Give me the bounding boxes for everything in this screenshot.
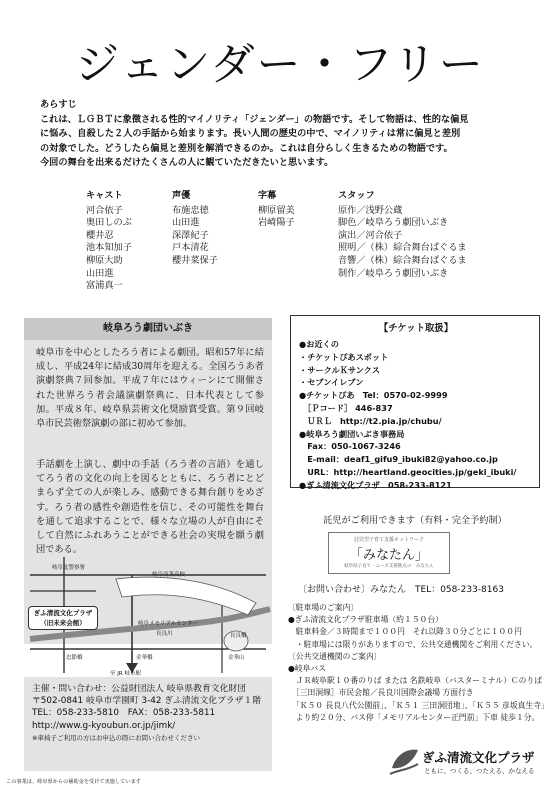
access-line: ・駐車場には限りがありますので、公共交通機関をご利用ください。	[288, 639, 538, 649]
troupe-history: 岐阜市を中心としたろう者による劇団。昭和57年に結成し、平成24年に結成30周年を迎える。全国ろうあ者演劇祭典７回参加。平成７年にはウィーンにて開催された世界ろう者会議演劇祭典に、日本代表として参加。平成８年、岐阜県芸術文化奨励賞受賞。第９回岐阜市民芸術祭演劇の部に初めて参加。	[36, 347, 264, 430]
babysitting-title: 託児がご利用できます（有料・完全予約制）	[323, 515, 507, 526]
access-line: ●ぎふ清流文化プラザ駐車場（約１５０台）	[288, 615, 443, 625]
brand-logo	[384, 746, 554, 786]
organizer-url-link[interactable]: http://www.g-kyoubun.or.jp/jimk/	[32, 720, 176, 731]
minatan-logo	[328, 532, 450, 574]
brand-tagline: ともに、つくる、つたえる、かなえる	[424, 767, 535, 775]
credits-heading: キャスト	[86, 190, 123, 201]
footnote: この事業は、岐阜県からの補助金を受けて実施しています	[6, 779, 141, 785]
ticket-line: ・セブンイレブン	[299, 377, 364, 388]
ticket-line: ●お近くの	[299, 339, 339, 349]
credit-name: 制作／岐阜ろう劇団いぶき	[338, 267, 449, 279]
map-label-school: 岐阜商業高校	[152, 572, 186, 578]
access-line: ●岐阜バス	[288, 664, 326, 674]
credit-name: 布施忠徳	[172, 204, 209, 216]
credit-name: 山田進	[86, 267, 114, 279]
logo-name: 「みなたん」	[349, 548, 428, 563]
map-label-river: 長良川	[156, 631, 173, 637]
credit-name: 櫻井菜保子	[172, 254, 218, 266]
credit-name: 照明／（株）綜合舞台ぱぐるま	[338, 242, 467, 254]
venue-name: ぎふ清流文化プラザ	[33, 609, 93, 617]
ticket-line: ●ぎふ清流文化プラザ 058-233-8121	[299, 479, 452, 490]
venue-sub: （旧未来会館）	[40, 619, 86, 627]
map-label-memorial: 岐阜メモリアルセンター	[138, 621, 199, 627]
page-title: ジェンダー・フリー	[75, 39, 485, 90]
ticket-line: ●チケットぴあ Tel：0570-02-9999	[299, 390, 448, 401]
credits-staff	[338, 190, 467, 280]
credits-heading: 声優	[172, 190, 191, 201]
ticket-line: ［Ｐコード］ 446-837	[299, 402, 393, 413]
credit-name: 戸本清花	[172, 242, 209, 254]
synopsis-heading: あらすじ	[40, 99, 77, 110]
ticket-line: ・サークルＫサンクス	[299, 364, 380, 375]
map-label-nagara-bridge: 長良橋	[230, 633, 247, 639]
ticket-line: ・チケットぴあスポット	[299, 351, 389, 362]
ticket-url-link[interactable]: URL：http://heartland.geocities.jp/geki_ibuki/	[299, 466, 517, 477]
credit-name: 演出／河合依子	[338, 229, 403, 241]
organizer-line: TEL：058-233-5810 FAX：058-233-5811	[32, 708, 216, 719]
brand-name: ぎふ清流文化プラザ	[422, 750, 535, 765]
access-line: ＪＲ岐阜駅１０番のりば または 名鉄岐阜（バスターミナル）Ｃのりば	[288, 676, 543, 686]
troupe-title: 岐阜ろう劇団いぶき	[24, 318, 272, 340]
access-info	[288, 602, 548, 724]
credit-name: 河合依子	[86, 204, 123, 216]
credit-name: 原作／浅野公蔵	[338, 204, 403, 216]
organizer-line: 〒502-0841 岐阜市学園町 3-42 ぎふ清流文化プラザ１階	[32, 696, 262, 707]
access-map	[26, 553, 272, 677]
credits-subtitle	[258, 190, 295, 230]
credit-name: 奥田しのぶ	[86, 217, 132, 229]
leaf-icon	[388, 746, 420, 776]
organizer-note: ※車椅子ご利用の方はお申込の際にお問い合わせください	[32, 733, 200, 742]
ticket-info	[290, 315, 540, 488]
credits-heading: スタッフ	[338, 190, 375, 201]
credits-voice	[172, 190, 218, 268]
map-label-police: 岐阜北警察署	[52, 565, 86, 571]
synopsis	[40, 98, 530, 171]
ticket-lines	[299, 338, 537, 492]
synopsis-line: これは、ＬＧＢＴに象徴される性的マイノリティ「ジェンダー」の物語です。そして物語は、性的な偏見	[40, 113, 469, 125]
credit-name: 柳原留美	[258, 204, 295, 216]
access-line: より約２０分、バス停「メモリアルセンター正門前」下車 徒歩１分。	[288, 712, 540, 722]
troupe-mission: 手話劇を上演し、劇中の手話（ろう者の言語）を通してろう者の文化の向上を図るとともに、ろう者にとどまらず全ての人が楽しみ、感動できる舞台創りをめざす。ろう者の感性や創造性を信じ、その可能性を舞台を通して追求することで、様々な立場の人が自由にそして自然にふれあうことができる社会の実現を願う劇団である。	[36, 459, 264, 556]
credit-name: 櫻井忍	[86, 229, 114, 241]
credit-name: 富浦真一	[86, 280, 123, 292]
ticket-line: Fax：050-1067-3246	[299, 441, 401, 452]
synopsis-line: の対象でした。どうしたら偏見と差別を解消できるのか。これは自分らしく生きるための物語です。	[40, 142, 453, 154]
credit-name: 柳原大助	[86, 254, 123, 266]
access-line: 〔駐車場のご案内〕	[288, 603, 359, 612]
access-line: ［三田洞線］市民会館／長良川国際会議場 方面行き	[288, 688, 474, 698]
map-label-kinka: 金華山	[228, 655, 245, 661]
map-venue-marker	[28, 606, 98, 630]
access-line: 駐車料金／３時間まで１００円 それ以降３０分ごとに１００円	[288, 627, 522, 637]
logo-small-text: 託児型子育て支援ネットワーク	[353, 537, 424, 543]
credit-name: 脚色／岐阜ろう劇団いぶき	[338, 217, 449, 229]
credits-cast	[86, 190, 132, 293]
credits-heading: 字幕	[258, 190, 277, 201]
logo-small-text: 岐阜県子育て・ニーズ支援拠点の みなたん	[344, 564, 434, 569]
organizer-info	[24, 677, 272, 771]
access-line: 〔公共交通機関のご案内〕	[288, 651, 382, 661]
organizer-line: 主催・問い合わせ：公益財団法人 岐阜県教育文化財団	[32, 684, 246, 694]
ticket-email-link[interactable]: E-mail：deaf1_gifu9_ibuki82@yahoo.co.jp	[299, 454, 498, 465]
credit-name: 音響／（株）綜合舞台ぱぐるま	[338, 254, 467, 266]
babysitting-contact: 〔お問い合わせ〕みなたん TEL：058-233-8163	[298, 585, 504, 595]
map-label-kinka-bridge: 金華橋	[136, 655, 153, 661]
synopsis-line: 今回の舞台を出来るだけたくさんの人に観ていただきたいと思います。	[40, 157, 334, 168]
credit-name: 山田進	[172, 217, 200, 229]
credit-name: 池本知加子	[86, 242, 132, 254]
synopsis-line: に悩み、自殺した２人の手話から始まります。長い人間の歴史の中で、マイノリティは常に偏見と差別	[40, 128, 461, 139]
ticket-line: ●岐阜ろう劇団いぶき事務局	[299, 428, 405, 439]
babysitting-info	[290, 508, 540, 594]
access-line: 「Ｋ５０ 長良八代公園前」、「Ｋ５１ 三田洞団地」、「Ｋ５５ 彦坂真生寺」	[288, 700, 549, 710]
map-label-jr: 至 JR 岐阜駅	[110, 671, 141, 677]
credit-name: 深澤紀子	[172, 229, 209, 241]
ticket-title: 【チケット取扱】	[378, 323, 454, 334]
map-label-tadasetsu: 忠節橋	[66, 655, 83, 661]
ticket-url-link[interactable]: ＵＲＬ http://t2.pia.jp/chubu/	[299, 415, 442, 426]
credit-name: 岩崎陽子	[258, 217, 295, 229]
